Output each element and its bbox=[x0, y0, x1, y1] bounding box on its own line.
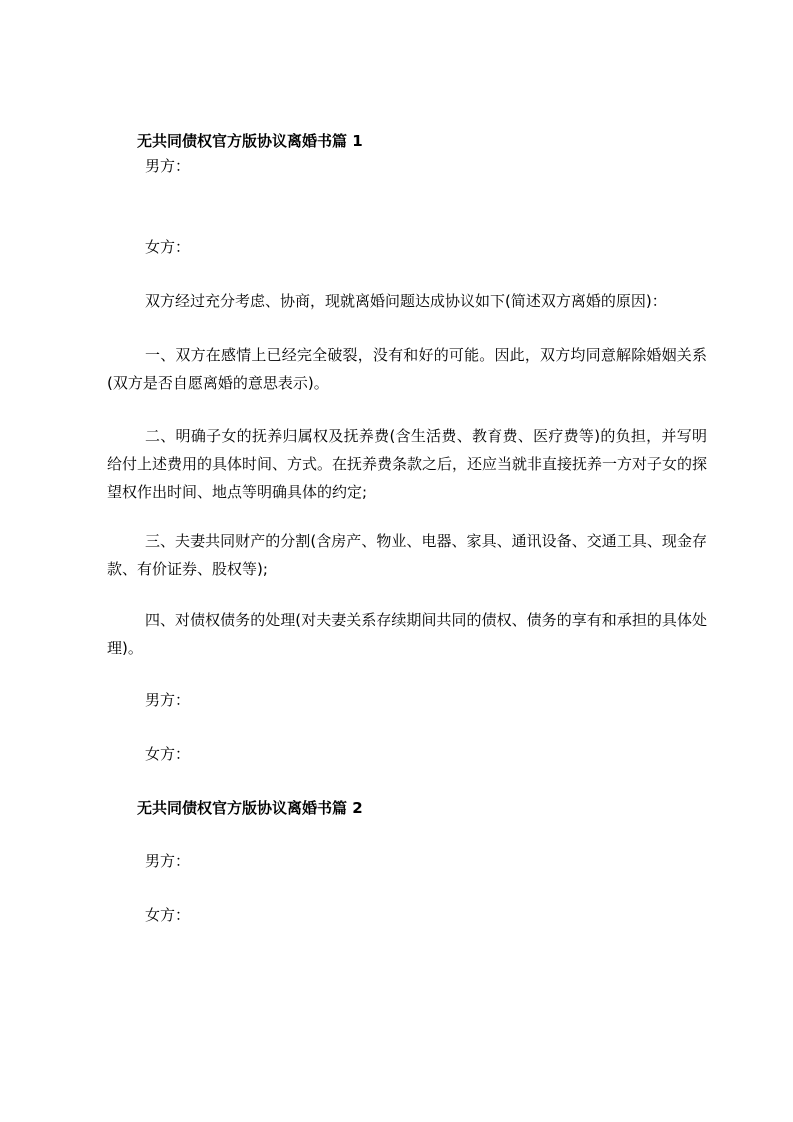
section2-title: 无共同债权官方版协议离婚书篇 2 bbox=[137, 799, 363, 817]
section1-item-2: 二、明确子女的抚养归属权及抚养费(含生活费、教育费、医疗费等)的负担，并写明给付上述费用的具体时间、方式。在抚养费条款之后，还应当就非直接抚养一方对子女的探望权作出时间、地点等明确具体的约定; bbox=[107, 427, 708, 501]
section1-item-4: 四、对债权债务的处理(对夫妻关系存续期间共同的债权、债务的享有和承担的具体处理)。 bbox=[107, 611, 707, 657]
section1-male-label-bottom: 男方： bbox=[145, 691, 191, 709]
section1-item-3: 三、夫妻共同财产的分割(含房产、物业、电器、家具、通讯设备、交通工具、现金存款、有价证券、股权等); bbox=[107, 532, 707, 578]
section1-male-label: 男方： bbox=[145, 157, 191, 175]
section1-intro: 双方经过充分考虑、协商，现就离婚问题达成协议如下(简述双方离婚的原因)： bbox=[145, 292, 667, 310]
section1-title: 无共同债权官方版协议离婚书篇 1 bbox=[137, 132, 363, 150]
section1-item-1: 一、双方在感情上已经完全破裂，没有和好的可能。因此，双方均同意解除婚姻关系(双方是否自愿离婚的意思表示)。 bbox=[107, 346, 707, 392]
section2-male-label: 男方： bbox=[145, 852, 191, 870]
section1-female-label: 女方： bbox=[145, 238, 191, 256]
section1-female-label-bottom: 女方： bbox=[145, 745, 191, 763]
section2-female-label: 女方： bbox=[145, 906, 191, 924]
